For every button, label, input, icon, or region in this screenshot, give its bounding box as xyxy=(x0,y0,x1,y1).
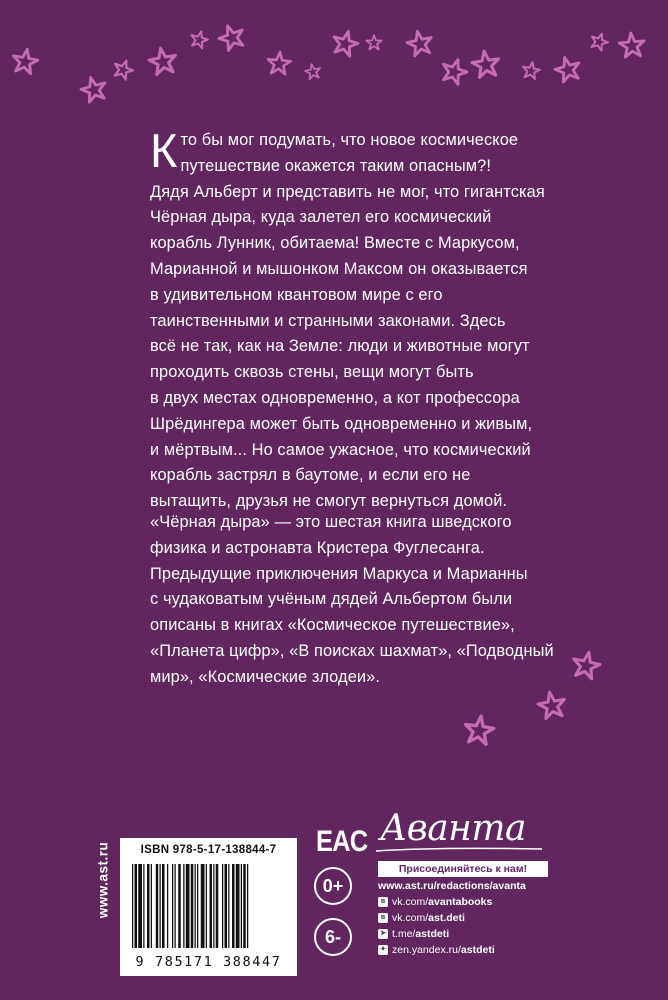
text-line: Предыдущие приключения Маркуса и Марианны xyxy=(150,564,528,583)
star-icon xyxy=(79,74,109,103)
social-handle: avantabooks xyxy=(428,896,493,908)
text-line: всё не так, как на Земле: люди и животные могут xyxy=(150,337,530,356)
star-icon xyxy=(11,47,39,74)
eac-mark: EAC xyxy=(316,825,368,858)
age-rating-badge: 0+ xyxy=(314,867,352,905)
text-line: вытащить, друзья не смогут вернуться домой. xyxy=(150,492,508,511)
vk-icon: в xyxy=(378,897,388,907)
text-line: Шрёдингера может быть одновременно и живым, xyxy=(150,414,533,433)
barcode-panel xyxy=(120,838,297,976)
text-line: корабль застрял в баутоме, и если его не xyxy=(150,466,471,485)
barcode-icon xyxy=(132,864,285,948)
star-icon xyxy=(619,32,646,58)
social-handle: ast.deti xyxy=(428,912,465,924)
social-prefix: t.me/ xyxy=(392,928,416,940)
star-icon xyxy=(304,63,321,80)
star-icon xyxy=(189,29,210,49)
publisher-logo: Аванта xyxy=(380,808,526,849)
logo-swash-icon xyxy=(374,846,544,854)
publisher-site: www.ast.ru xyxy=(95,841,111,919)
social-prefix: vk.com/ xyxy=(392,896,429,908)
text-line: то бы мог подумать, что новое космическое xyxy=(180,131,519,149)
text-line: «Планета цифр», «В поисках шахмат», «Подводный xyxy=(150,641,554,660)
star-icon xyxy=(267,51,292,75)
star-icon xyxy=(521,61,541,80)
redactions-link[interactable]: www.ast.ru/redactions/avanta xyxy=(378,880,526,892)
social-prefix: vk.com/ xyxy=(392,912,429,924)
text-line: в двух местах одновременно, а кот профессора xyxy=(150,388,520,407)
barcode-number: 9 785171 388447 xyxy=(135,954,282,970)
text-line: «Чёрная дыра» — это шестая книга шведского xyxy=(150,513,512,531)
social-link-telegram[interactable] xyxy=(378,928,578,940)
social-handle: astdeti xyxy=(415,928,450,940)
star-icon xyxy=(405,29,434,57)
text-line: физика и астронавта Кристера Фуглесанга. xyxy=(150,538,485,557)
social-handle: astdeti xyxy=(460,944,495,956)
text-line: и мёртвым... Но самое ужасное, что космический xyxy=(150,440,531,459)
age-rating-badge: 6- xyxy=(314,918,352,956)
text-line: таинственными и странными законами. Здесь xyxy=(150,311,506,330)
telegram-icon: ➤ xyxy=(378,929,388,939)
star-icon xyxy=(147,46,178,76)
text-line: Марианной и мышонком Максом он оказывается xyxy=(150,259,528,278)
text-line: проходить сквозь стены, вещи могут быть xyxy=(150,363,474,382)
social-link-zen[interactable] xyxy=(378,944,578,956)
text-line: корабль Лунник, обитаема! Вместе с Маркусом, xyxy=(150,234,520,253)
text-line: в удивительном квантовом мире с его xyxy=(150,285,443,304)
star-icon xyxy=(588,31,610,52)
zen-icon: ✦ xyxy=(378,945,388,955)
text-line: с чудаковатым учёным дядей Альбертом были xyxy=(150,590,513,609)
star-icon xyxy=(471,49,501,78)
star-icon xyxy=(553,54,583,83)
social-link-vk-astdeti[interactable] xyxy=(378,912,578,924)
vk-icon: в xyxy=(378,913,388,923)
drop-cap: К xyxy=(150,124,178,177)
star-icon xyxy=(439,56,470,86)
star-icon xyxy=(330,28,360,57)
star-icon xyxy=(216,22,247,53)
isbn: ISBN 978-5-17-138844-7 xyxy=(140,844,277,856)
description-paragraph-1 xyxy=(150,124,610,515)
text-line: Чёрная дыра, куда залетел его космический xyxy=(150,208,492,227)
join-us-banner: Присоединяйтесь к нам! xyxy=(378,861,548,877)
text-line: мир», «Космические злодеи». xyxy=(150,667,381,686)
text-line: Дядя Альберт и представить не мог, что гигантская xyxy=(150,182,545,201)
star-icon xyxy=(111,57,135,81)
star-icon xyxy=(536,690,567,720)
star-icon xyxy=(463,714,495,745)
social-prefix: zen.yandex.ru/ xyxy=(392,944,461,956)
star-icon xyxy=(366,35,381,49)
description-paragraph-2 xyxy=(150,510,610,691)
text-line: путешествие окажется таким опасным?! xyxy=(180,156,491,175)
social-link-vk-avantabooks[interactable] xyxy=(378,896,578,908)
text-line: описаны в книгах «Космическое путешествие», xyxy=(150,616,515,635)
